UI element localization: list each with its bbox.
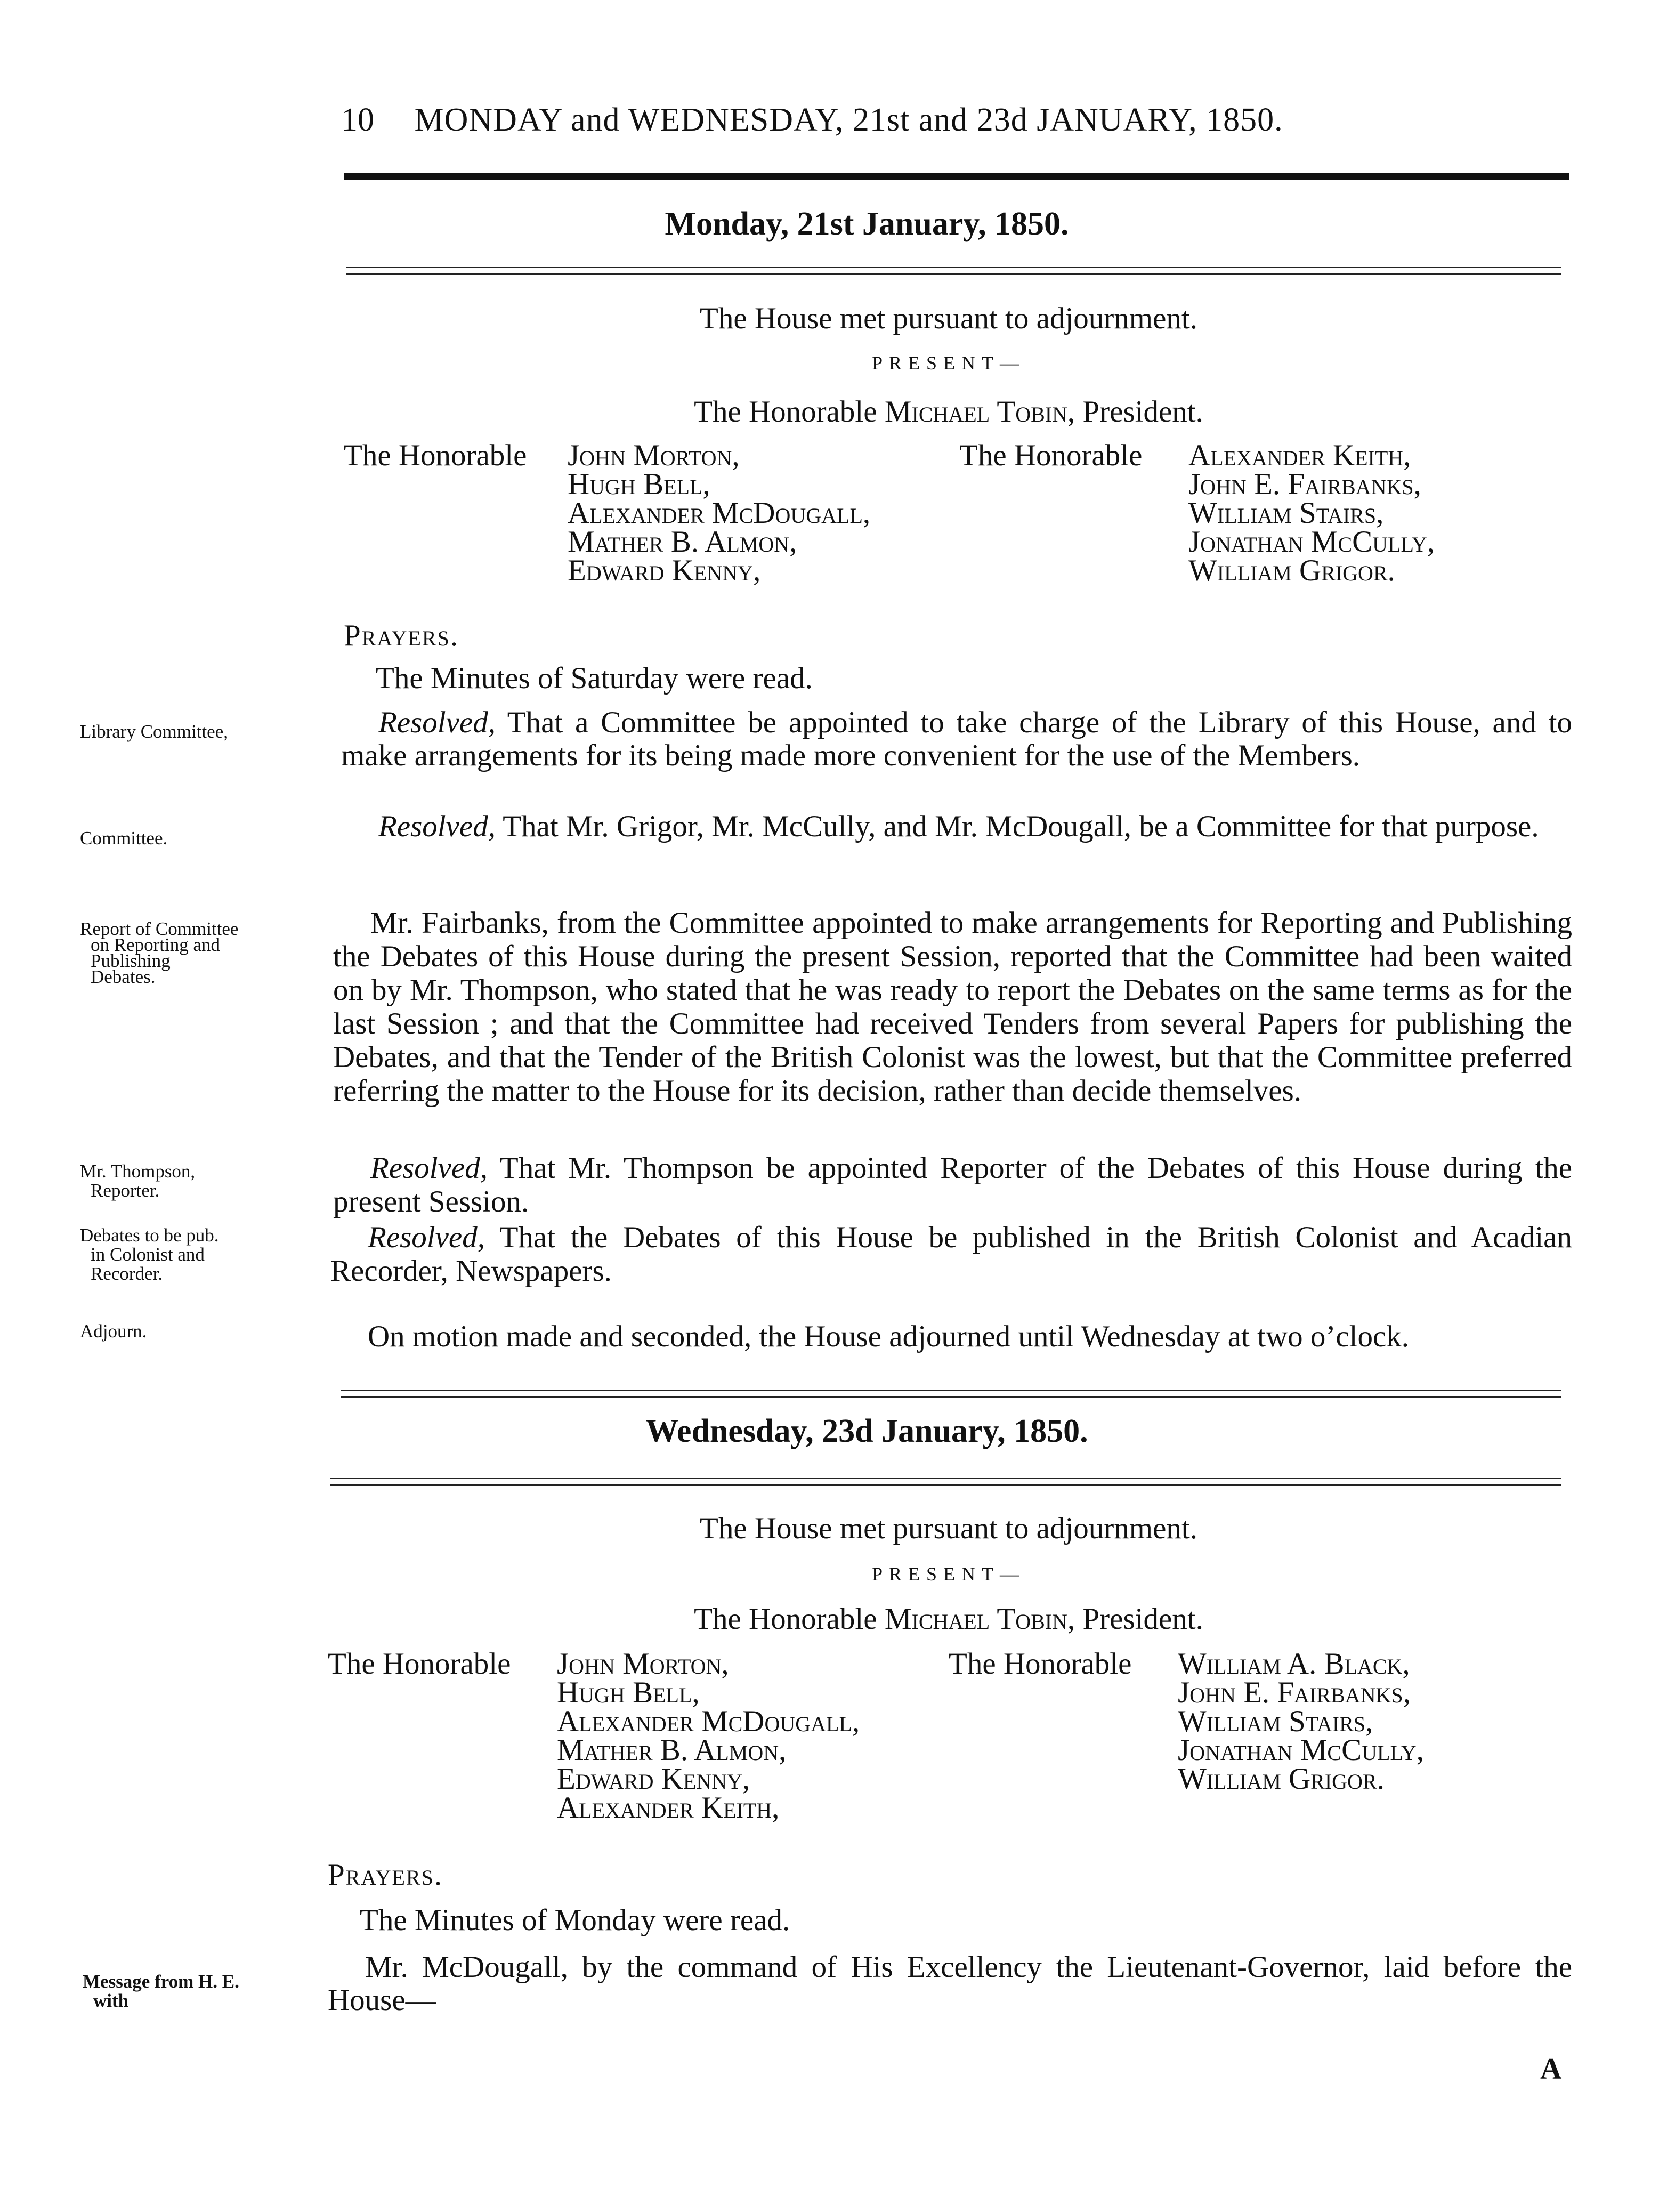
day2-present: PRESENT— <box>871 1563 1026 1585</box>
margin-note-report: Report of Committee on Reporting and Publishing Debates. <box>80 918 239 987</box>
honorable-label: The Honorable <box>344 439 527 472</box>
day2-president: The Honorable Michael Tobin, President. <box>694 1602 1203 1636</box>
member-name: William A. Black, <box>1178 1647 1410 1681</box>
member-name: Alexander McDougall, <box>568 496 871 530</box>
member-name: Alexander Keith, <box>557 1791 780 1825</box>
member-name: John E. Fairbanks, <box>1188 467 1421 501</box>
margin-note-debates: Debates to be pub. in Colonist and Recorder. <box>80 1225 219 1284</box>
margin-note-message: Message from H. E. with <box>83 1971 239 2011</box>
day2-rule-top <box>341 1390 1561 1391</box>
member-name: Alexander Keith, <box>1188 439 1411 472</box>
day2-rule-mid-2 <box>330 1484 1561 1486</box>
day2-rule-top-2 <box>341 1396 1561 1398</box>
running-title: MONDAY and WEDNESDAY, 21st and 23d JANUARY, 1850. <box>414 102 1283 138</box>
day2-rule-mid <box>330 1478 1561 1479</box>
day2-paragraph-message: Mr. McDougall, by the command of His Excellency the Lieutenant-Governor, laid before the House— <box>328 1950 1572 2017</box>
day1-met: The House met pursuant to adjournment. <box>700 302 1197 335</box>
member-name: Mather B. Almon, <box>568 525 797 559</box>
member-name: William Grigor. <box>1178 1762 1385 1796</box>
margin-note-adjourn: Adjourn. <box>80 1321 147 1342</box>
day1-president: The Honorable Michael Tobin, President. <box>694 395 1203 429</box>
day1-paragraph-adjourn: On motion made and seconded, the House adjourned until Wednesday at two o’clock. <box>368 1320 1410 1353</box>
head-rule <box>344 173 1569 180</box>
member-name: Edward Kenny, <box>568 554 761 587</box>
member-name: Jonathan McCully, <box>1188 525 1435 559</box>
day1-present: PRESENT— <box>871 352 1026 374</box>
running-head <box>341 101 1577 139</box>
day1-paragraph-report: Mr. Fairbanks, from the Committee appointed to make arrangements for Reporting and Publishing the Debates of this House during the present Session, reported that the Committee had been waited on by Mr. Thompson, who stated that he was ready to report the Debates on the same terms as for the last Session ; and that the Committee had received Tenders from several Papers for publishing the Debates, and that the Tender of the British Colonist was the lowest, but that the Committee preferred referring the matter to the House for its decision, rather than decide themselves. <box>333 906 1572 1108</box>
member-name: William Stairs, <box>1178 1705 1373 1738</box>
day1-paragraph-debates: Resolved, That the Debates of this House be published in the British Colonist and Acadian Recorder, Newspapers. <box>330 1221 1572 1288</box>
member-name: Jonathan McCully, <box>1178 1733 1425 1767</box>
member-name: Mather B. Almon, <box>557 1733 787 1767</box>
day2-heading: Wednesday, 23d January, 1850. <box>645 1413 1088 1449</box>
member-name: Alexander McDougall, <box>557 1705 860 1738</box>
day1-paragraph-thompson: Resolved, That Mr. Thompson be appointed Reporter of the Debates of this House during the present Session. <box>333 1151 1572 1218</box>
day1-heading: Monday, 21st January, 1850. <box>665 206 1069 242</box>
day1-rule-top <box>346 267 1561 268</box>
margin-note-library: Library Committee, <box>80 721 228 742</box>
honorable-label: The Honorable <box>949 1647 1132 1681</box>
member-name: Edward Kenny, <box>557 1762 750 1796</box>
president-name: Michael Tobin <box>884 395 1067 429</box>
day2-prayers: Prayers. <box>328 1858 443 1892</box>
day1-rule-bottom <box>346 273 1561 275</box>
day1-minutes: The Minutes of Saturday were read. <box>376 661 813 695</box>
member-name: Hugh Bell, <box>557 1676 700 1709</box>
honorable-label: The Honorable <box>959 439 1143 472</box>
member-name: John Morton, <box>557 1647 729 1681</box>
page-number: 10 <box>341 102 374 138</box>
member-name: John Morton, <box>568 439 740 472</box>
day2-minutes: The Minutes of Monday were read. <box>360 1903 790 1937</box>
day2-met: The House met pursuant to adjournment. <box>700 1512 1197 1545</box>
honorable-label: The Honorable <box>328 1647 511 1681</box>
member-name: Hugh Bell, <box>568 467 710 501</box>
day1-paragraph-library: Resolved, That a Committee be appointed to take charge of the Library of this House, and to make arrangements for its being made more convenient for the use of the Members. <box>341 706 1572 772</box>
signature-mark: A <box>1540 2053 1562 2086</box>
member-name: John E. Fairbanks, <box>1178 1676 1411 1709</box>
president-name: Michael Tobin <box>884 1602 1067 1636</box>
margin-note-committee: Committee. <box>80 828 168 849</box>
member-name: William Stairs, <box>1188 496 1384 530</box>
day1-prayers: Prayers. <box>344 619 459 652</box>
member-name: William Grigor. <box>1188 554 1395 587</box>
margin-note-thompson: Mr. Thompson, Reporter. <box>80 1161 196 1201</box>
day1-paragraph-committee: Resolved, That Mr. Grigor, Mr. McCully, and Mr. McDougall, be a Committee for that purpose. <box>378 810 1539 843</box>
